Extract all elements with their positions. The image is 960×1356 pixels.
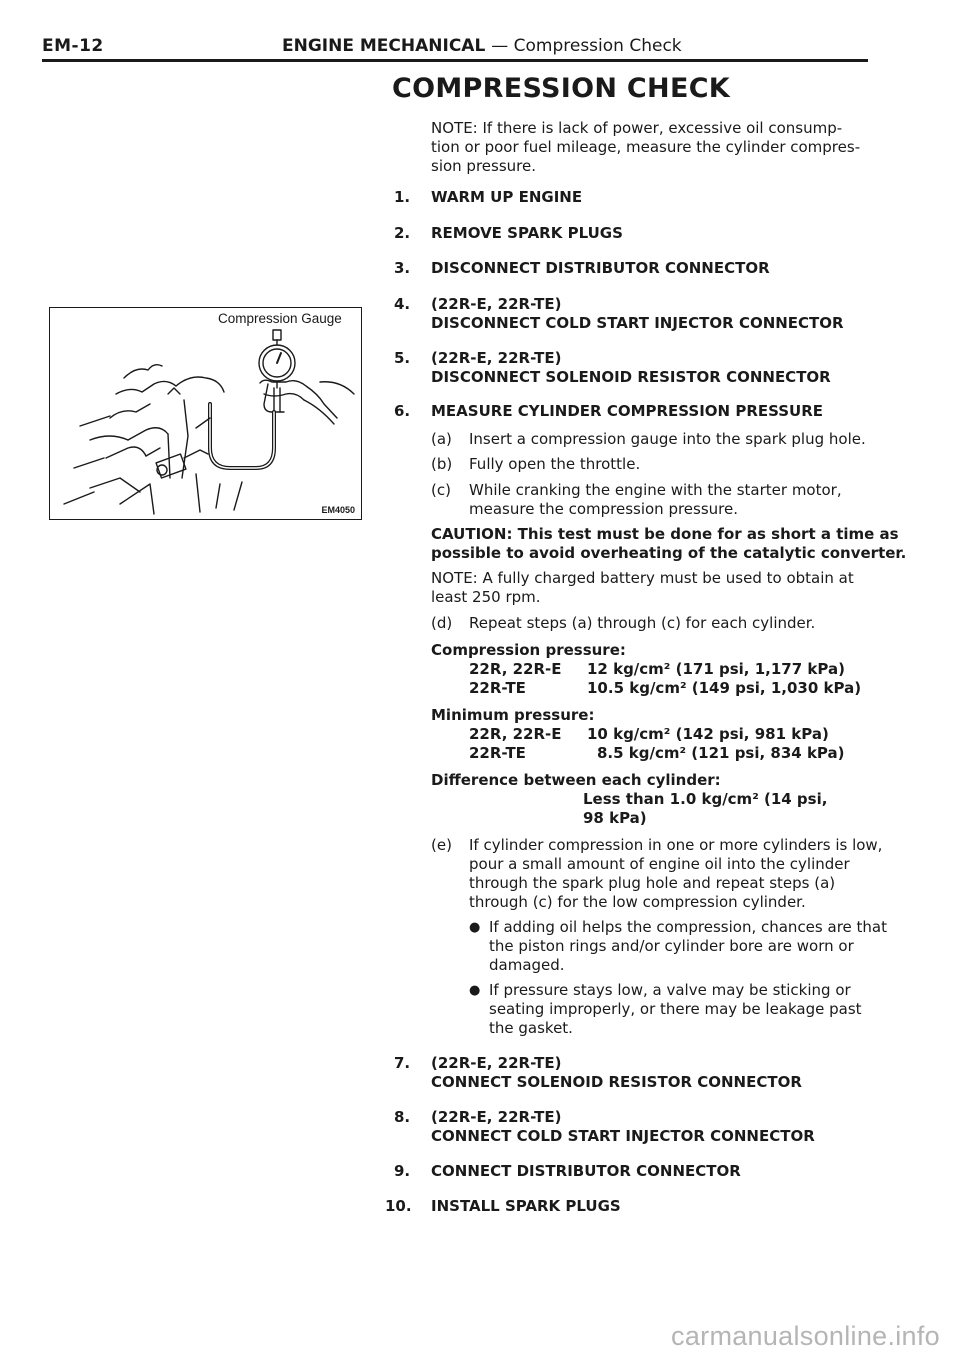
caution-note — [431, 525, 906, 563]
caution-line: CAUTION: This test must be done for as short a time as — [431, 525, 899, 543]
step-number: 5. — [394, 349, 411, 367]
step-5-models: (22R-E, 22R-TE) — [431, 349, 562, 367]
bullet-line: the piston rings and/or cylinder bore are worn or — [489, 937, 854, 955]
step-number: 10. — [385, 1197, 412, 1215]
intro-note-line: sion pressure. — [431, 157, 536, 175]
difference-line: Less than 1.0 kg/cm² (14 psi, — [583, 790, 828, 808]
spec-value: 8.5 kg/cm² (121 psi, 834 kPa) — [597, 744, 845, 762]
step-number: 1. — [394, 188, 411, 206]
battery-note-line: NOTE: A fully charged battery must be used to obtain at — [431, 569, 854, 587]
spec-value: 10 kg/cm² (142 psi, 981 kPa) — [587, 725, 829, 743]
substep-label: (b) — [431, 455, 453, 473]
substep-e-line: If cylinder compression in one or more cylinders is low, — [469, 836, 883, 854]
step-4 — [431, 295, 844, 333]
spec-value: 10.5 kg/cm² (149 psi, 1,030 kPa) — [587, 679, 862, 697]
difference-heading: Difference between each cylinder: — [431, 771, 721, 789]
substep-e-line: through the spark plug hole and repeat steps (a) — [469, 874, 836, 892]
substep-label: (d) — [431, 614, 453, 632]
intro-note-line: tion or poor fuel mileage, measure the cylinder compres- — [431, 138, 861, 156]
spec-value: 12 kg/cm² (171 psi, 1,177 kPa) — [587, 660, 845, 678]
battery-note-line: least 250 rpm. — [431, 588, 541, 606]
substep-label: (e) — [431, 836, 452, 854]
battery-note — [431, 569, 854, 607]
step-5 — [431, 349, 831, 387]
intro-note — [431, 119, 860, 176]
subsection-name: — Compression Check — [491, 36, 682, 56]
substep-b: Fully open the throttle. — [469, 455, 641, 473]
bullet-line: seating improperly, or there may be leakage past — [489, 1000, 862, 1018]
difference-line: 98 kPa) — [583, 809, 647, 827]
step-number: 2. — [394, 224, 411, 242]
page-number: EM-12 — [42, 36, 104, 56]
section-title — [282, 36, 682, 56]
caution-line: possible to avoid overheating of the catalytic converter. — [431, 544, 907, 562]
step-5-action: DISCONNECT SOLENOID RESISTOR CONNECTOR — [431, 368, 831, 386]
step-number: 7. — [394, 1054, 411, 1072]
step-2: REMOVE SPARK PLUGS — [431, 224, 623, 242]
substep-c-line: While cranking the engine with the starter motor, — [469, 481, 842, 499]
bullet-item — [489, 918, 887, 975]
step-10: INSTALL SPARK PLUGS — [431, 1197, 621, 1215]
bullet-line: damaged. — [489, 956, 565, 974]
minimum-heading: Minimum pressure: — [431, 706, 595, 724]
figure-code: EM4050 — [321, 505, 355, 515]
bullet-icon: ● — [469, 920, 481, 935]
spec-engine: 22R, 22R-E — [469, 725, 562, 743]
bullet-icon: ● — [469, 983, 481, 998]
step-7 — [431, 1054, 802, 1092]
step-number: 3. — [394, 259, 411, 277]
site-watermark: carmanualsonline.info — [671, 1321, 940, 1351]
step-number: 8. — [394, 1108, 411, 1126]
bullet-line: If pressure stays low, a valve may be sticking or — [489, 981, 851, 999]
spec-engine: 22R-TE — [469, 744, 526, 762]
difference-value — [583, 790, 827, 828]
step-7-models: (22R-E, 22R-TE) — [431, 1054, 562, 1072]
section-name: ENGINE MECHANICAL — [282, 36, 486, 56]
substep-label: (c) — [431, 481, 451, 499]
bullet-item — [489, 981, 862, 1038]
step-6: MEASURE CYLINDER COMPRESSION PRESSURE — [431, 402, 824, 420]
substep-e-line: through (c) for the low compression cylinder. — [469, 893, 806, 911]
page-title: COMPRESSION CHECK — [392, 73, 731, 104]
step-8-action: CONNECT COLD START INJECTOR CONNECTOR — [431, 1127, 815, 1145]
substep-c-line: measure the compression pressure. — [469, 500, 739, 518]
step-number: 9. — [394, 1162, 411, 1180]
substep-d: Repeat steps (a) through (c) for each cylinder. — [469, 614, 816, 632]
spec-engine: 22R-TE — [469, 679, 526, 697]
substep-e — [469, 836, 882, 912]
step-7-action: CONNECT SOLENOID RESISTOR CONNECTOR — [431, 1073, 802, 1091]
step-8-models: (22R-E, 22R-TE) — [431, 1108, 562, 1126]
substep-c — [469, 481, 842, 519]
compression-gauge-illustration — [50, 308, 361, 519]
spec-engine: 22R, 22R-E — [469, 660, 562, 678]
bullet-line: If adding oil helps the compression, chances are that — [489, 918, 887, 936]
step-3: DISCONNECT DISTRIBUTOR CONNECTOR — [431, 259, 770, 277]
step-4-models: (22R-E, 22R-TE) — [431, 295, 562, 313]
step-1: WARM UP ENGINE — [431, 188, 583, 206]
header-rule — [42, 59, 868, 62]
substep-e-line: pour a small amount of engine oil into the cylinder — [469, 855, 850, 873]
intro-note-line: NOTE: If there is lack of power, excessive oil consump- — [431, 119, 843, 137]
step-4-action: DISCONNECT COLD START INJECTOR CONNECTOR — [431, 314, 844, 332]
step-number: 4. — [394, 295, 411, 313]
compression-heading: Compression pressure: — [431, 641, 626, 659]
step-number: 6. — [394, 402, 411, 420]
step-8 — [431, 1108, 815, 1146]
figure-label: Compression Gauge — [218, 311, 342, 326]
substep-label: (a) — [431, 430, 452, 448]
bullet-line: the gasket. — [489, 1019, 573, 1037]
compression-gauge-figure — [49, 307, 362, 520]
substep-a: Insert a compression gauge into the spark plug hole. — [469, 430, 866, 448]
step-9: CONNECT DISTRIBUTOR CONNECTOR — [431, 1162, 741, 1180]
